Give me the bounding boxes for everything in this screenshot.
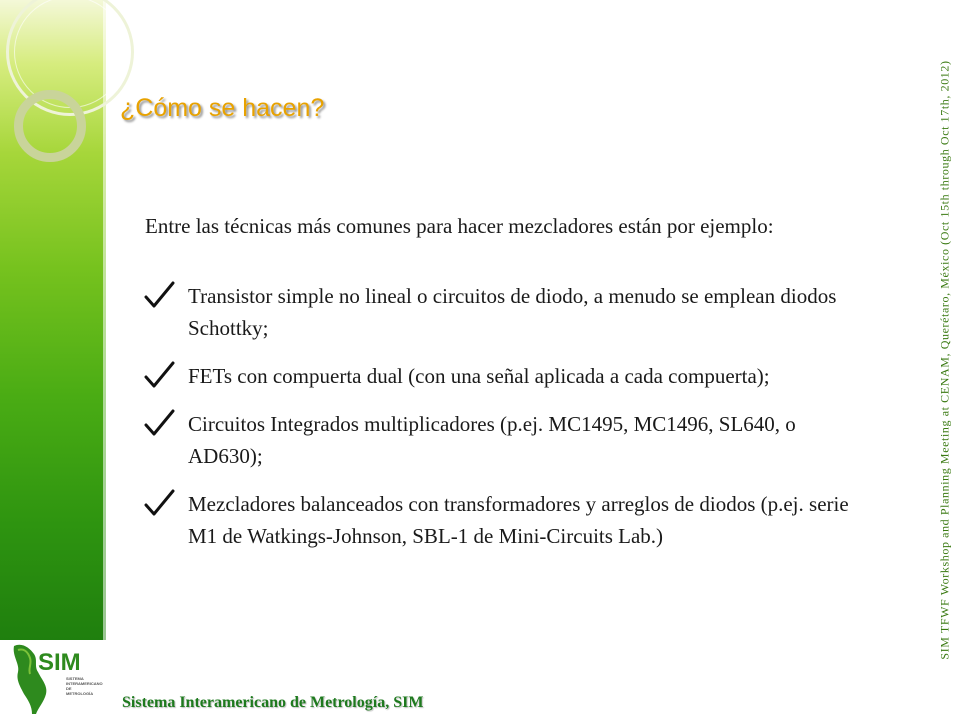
bullet-list <box>140 280 860 568</box>
check-mark-icon <box>142 360 176 390</box>
slide-title: ¿Cómo se hacen? <box>120 94 325 122</box>
list-item <box>140 488 860 552</box>
footer-organization: Sistema Interamericano de Metrología, SIM <box>122 694 424 711</box>
side-conference-text: SIM TFWF Workshop and Planning Meeting at CENAM, Querétaro, México (Oct 15th through Oct 17th, 2012) <box>937 60 952 660</box>
svg-text:INTERAMERICANO: INTERAMERICANO <box>66 681 103 686</box>
intro-paragraph: Entre las técnicas más comunes para hacer mezcladores están por ejemplo: <box>145 214 774 238</box>
check-mark-icon <box>142 280 176 310</box>
svg-text:SISTEMA: SISTEMA <box>66 676 84 681</box>
large-ring-inner-icon <box>14 0 126 108</box>
svg-text:METROLOGÍA: METROLOGÍA <box>66 691 94 696</box>
check-mark-icon <box>142 408 176 438</box>
check-mark-icon <box>142 488 176 518</box>
list-item <box>140 280 860 344</box>
sim-logo-icon <box>8 640 104 716</box>
sim-logo-mark: SIM <box>38 649 81 676</box>
bullet-text: FETs con compuerta dual (con una señal aplicada a cada compuerta); <box>188 364 770 388</box>
bullet-text: Mezcladores balanceados con transformadores y arreglos de diodos (p.ej. serie M1 de Watkings-Johnson, SBL-1 de Mini-Circuits Lab.) <box>188 492 849 548</box>
list-item <box>140 360 860 392</box>
bullet-text: Transistor simple no lineal o circuitos de diodo, a menudo se emplean diodos Schottky; <box>188 284 837 340</box>
bullet-text: Circuitos Integrados multiplicadores (p.ej. MC1495, MC1496, SL640, o AD630); <box>188 412 796 468</box>
list-item <box>140 408 860 472</box>
small-ring-icon <box>14 90 86 162</box>
svg-text:DE: DE <box>66 686 72 691</box>
